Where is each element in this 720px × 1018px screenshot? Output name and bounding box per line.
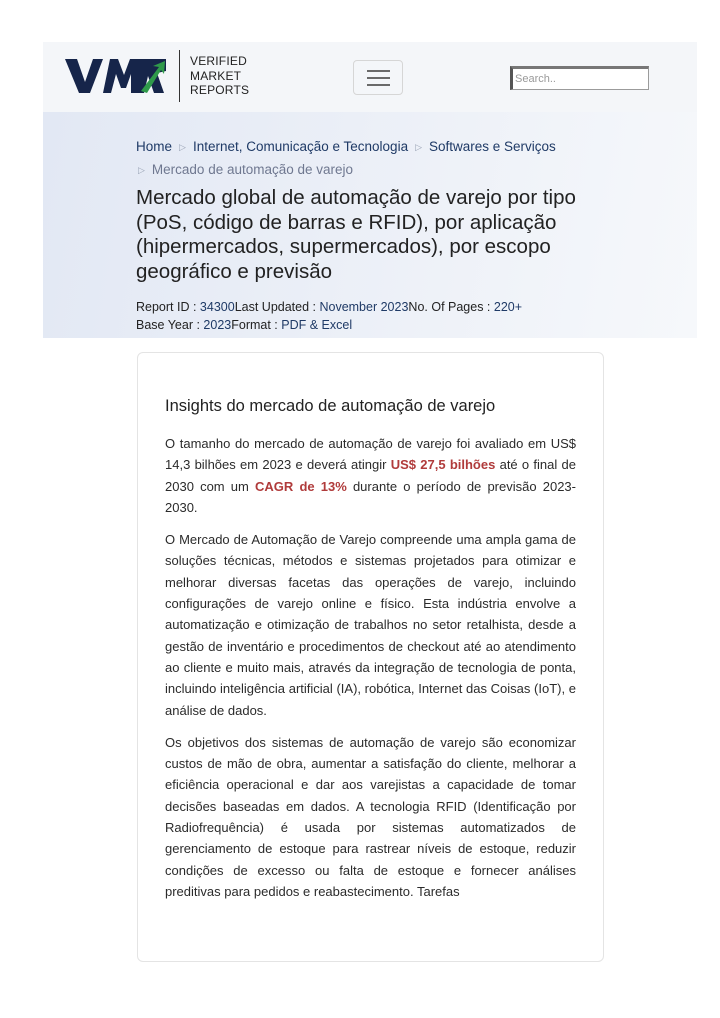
- format-label: Format :: [231, 318, 282, 332]
- vmr-logo[interactable]: [65, 50, 249, 102]
- insights-paragraph-1: [165, 433, 576, 518]
- hamburger-menu-button[interactable]: [353, 60, 403, 95]
- logo-line-3: REPORTS: [190, 83, 250, 98]
- report-meta: [136, 298, 522, 334]
- logo-line-1: VERIFIED: [190, 54, 247, 69]
- format-value: PDF & Excel: [281, 318, 353, 332]
- logo-divider: [179, 50, 180, 102]
- report-meta-row-1: [136, 298, 522, 316]
- market-value-highlight: US$ 27,5 bilhões: [390, 457, 496, 473]
- cagr-highlight: CAGR de 13%: [255, 478, 347, 494]
- insights-paragraph-3: Os objetivos dos sistemas de automação de varejo são economizar custos de mão de obra, aumentar a satisfação do cliente, melhorar a eficiência operacional e dar aos varejistas a capacidade de tomar decisões baseadas em dados. A tecnologia RFID (Identificação por Radiofrequência) é usada por sistemas automatizados de gerenciamento de estoque para rastrear níveis de estoque, reduzir condições de excesso ou falta de estoque e fornecer análises preditivas para pedidos e reabastecimento. Tarefas: [165, 734, 576, 899]
- insights-paragraph-2: O Mercado de Automação de Varejo compreende uma ampla gama de soluções técnicas, métodos e sistemas projetados para otimizar e melhorar diversas facetas das operações de varejo, incluindo configurações de varejo online e físico. Esta indústria envolve a automatização e otimização de trabalhos no setor retalhista, desde a gestão de inventário e procedimentos de checkout até ao atendimento ao cliente e muito mais, através da integração de tecnologia de ponta, incluindo inteligência artificial (IA), robótica, Internet das Coisas (IoT), e análise de dados.: [165, 532, 576, 718]
- base-year-label: Base Year :: [136, 318, 204, 332]
- breadcrumb-category[interactable]: Internet, Comunicação e Tecnologia: [192, 139, 409, 154]
- insights-card: [137, 352, 604, 962]
- last-updated-label: Last Updated :: [234, 300, 320, 314]
- site-header: [43, 42, 697, 112]
- p1-text-e: durante o período de previsão 2023-2030.: [165, 478, 576, 515]
- page-title: Mercado global de automação de varejo por tipo (PoS, código de barras e RFID), por aplicação (hipermercados, supermercados), por escopo geográfico e previsão: [136, 186, 576, 283]
- logo-wordmark: [190, 54, 249, 98]
- last-updated-value: November 2023: [319, 300, 409, 314]
- pages-value: 220+: [493, 300, 523, 314]
- p1-text-a: O tamanho do mercado de automação de varejo foi avaliado em US$ 14,3 bilhões em 2023 e deverá atingir: [165, 436, 576, 473]
- vmr-logo-icon: [65, 58, 167, 94]
- pages-label: No. Of Pages :: [408, 300, 494, 314]
- breadcrumb-chevron-icon: ▷: [415, 142, 422, 152]
- logo-line-2: MARKET: [190, 68, 242, 83]
- report-id-value: 34300: [199, 300, 235, 314]
- insights-heading: Insights do mercado de automação de varejo: [165, 397, 496, 415]
- report-hero: [43, 112, 697, 338]
- p1-text-c: até o final de 2030 com um: [165, 457, 576, 494]
- breadcrumb-subcategory[interactable]: Softwares e Serviços: [429, 139, 556, 154]
- search-input[interactable]: [510, 66, 649, 90]
- breadcrumb-current: Mercado de automação de varejo: [151, 162, 354, 177]
- report-id-label: Report ID :: [136, 300, 200, 314]
- report-meta-row-2: [136, 316, 522, 334]
- insights-body: [165, 433, 576, 913]
- breadcrumb: [136, 136, 616, 182]
- breadcrumb-home[interactable]: Home: [136, 139, 173, 154]
- breadcrumb-chevron-icon: ▷: [138, 165, 145, 175]
- breadcrumb-chevron-icon: ▷: [179, 142, 186, 152]
- base-year-value: 2023: [203, 318, 232, 332]
